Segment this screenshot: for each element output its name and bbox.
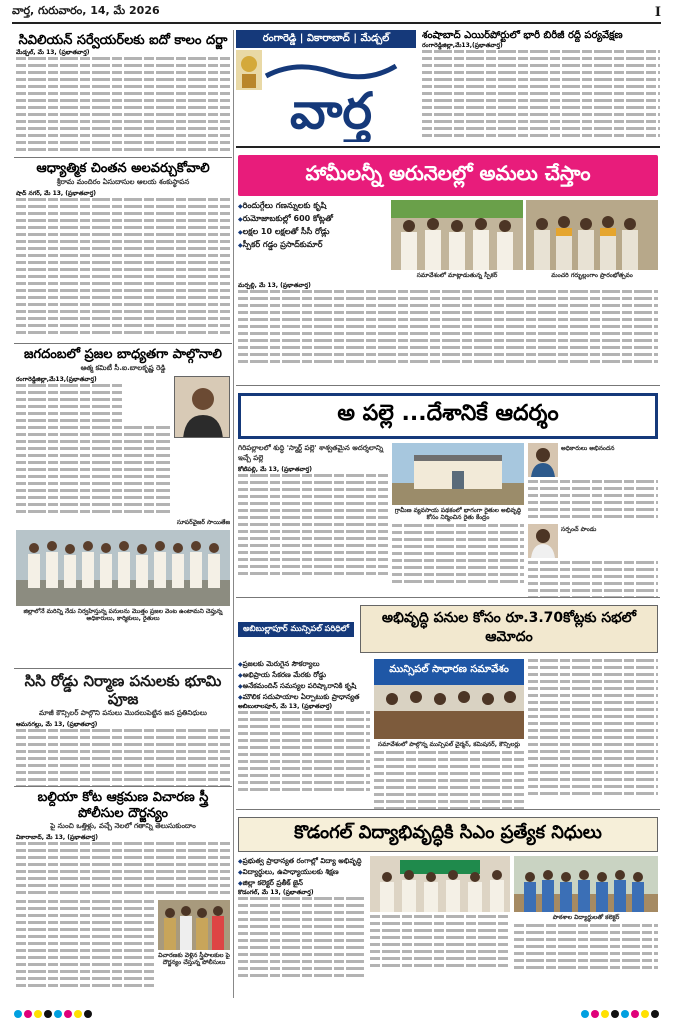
kodangal-photo-1 <box>370 856 510 912</box>
development-label: అబిబుల్లాపూర్ మున్సిపల్ పరిధిలో <box>238 622 354 637</box>
page-dateline: వార్త, గురువారం, 14, మే 2026 <box>12 4 160 17</box>
article-headline: సిసి రోడ్డు నిర్మాణ పనులకు భూమి పూజ <box>24 672 222 708</box>
article-development <box>236 598 660 810</box>
registration-marks-right <box>581 1010 659 1018</box>
article-body <box>16 834 230 842</box>
article-baldia <box>14 787 232 992</box>
article-headline: ఆధ్యాత్మిక చింతన అలవర్చుకోవాలి <box>36 161 210 176</box>
article-dateline: మేడ్చల్, మే 13, (ప్రభాతవార్త) <box>16 48 90 56</box>
police-photo <box>158 900 230 950</box>
article-subhead: గిరిపల్లాలలో శుద్ధి 'స్మార్ట్ పల్లె' శాశ్వతమైన అదర్శలాన్ని ఇచ్చే పల్లె <box>238 444 384 462</box>
lead-headline: హామీలన్నీ అరునెలల్లో అమలు చేస్తాం <box>238 155 658 196</box>
logo-text: వార్త <box>289 82 373 140</box>
article-dateline: వికారాబాద్, మే 13, (ప్రభాతవార్త) <box>16 834 98 842</box>
lead-bullet: ◆ రిందుగ్గేలు గణన్నులకు కృషి <box>238 200 387 213</box>
article-text-lines <box>370 915 510 971</box>
meeting-photo <box>374 659 524 739</box>
article-subhead: మాజీ కౌన్సిలర్ పాల్గొని పనులు మొదలుపెట్టిన జన ప్రతినిధులు <box>39 709 207 717</box>
article-dateline: అబిబులాలపూర్, మే 13, (ప్రభాతవార్త) <box>238 703 333 710</box>
development-bullet: ◆ అనేకమందిన్ సమస్యల పరిష్కారానికి కృషి <box>238 681 370 692</box>
article-text-lines <box>238 474 388 579</box>
lead-bullet: ◆ లక్షల 10 లక్షలతో సీసీ రోడ్లు <box>238 226 387 239</box>
meeting-banner-text: మున్సిపల్ సాధారణ సమావేశం <box>389 664 509 675</box>
article-body <box>16 49 230 57</box>
left-column <box>14 30 232 1000</box>
article-text-lines <box>238 711 370 795</box>
article-body <box>16 376 170 384</box>
article-body <box>16 190 230 198</box>
village-photo-caption: గ్రామీణ వ్యవసాయ పథకంలో భాగంగా రైతుల అభివృద్ధి కోసం నిర్మించిన రైతు కేంద్రం <box>394 507 522 521</box>
masthead-brand <box>236 30 416 148</box>
lead-photo-1-caption: సమావేశంలో మాట్లాడుతున్న స్పీకర్ <box>416 272 498 279</box>
lead-photo-1 <box>391 200 523 270</box>
group-photo-caption: జిల్లాలోనే మరిన్ని నేడు నిర్వహిస్తున్న పనులను మొత్తం ప్రజల వెంట ఉంటామని చెప్తున్న అధికారులు, కార్మికులు, రైతులు <box>23 607 223 622</box>
article-lead <box>236 148 660 386</box>
article-headline: సివిలియన్ సర్వేయర్‌లకు ఐదో కాలం దర్జా <box>18 33 228 48</box>
inset-photo-officials <box>528 443 558 477</box>
development-bullet: ◆ అభిప్రాయ సేకరణ మేరకు రోడ్డు <box>238 670 370 681</box>
kodangal-bullet: ◆ జిల్లా కలెక్టర్ ప్రతీక్ జైన్ <box>238 878 366 889</box>
article-text-lines <box>16 729 230 787</box>
article-text-lines <box>528 659 658 810</box>
article-dateline: ఆమనగల్లు, మే 13, (ప్రభాతవార్త) <box>16 721 98 728</box>
article-text-lines <box>422 50 660 141</box>
kodangal-bullet: ◆ విద్యార్థులు, ఉపాధ్యాయులకు శిక్షణ <box>238 867 366 878</box>
village-photo <box>392 443 524 505</box>
article-text-lines <box>374 751 524 810</box>
article-dateline: మర్పల్లి, మే 13, (ప్రభాతవార్త) <box>238 282 311 289</box>
kodangal-photo-caption: పాఠశాల విద్యార్థులతో కలెక్టర్ <box>552 914 620 921</box>
group-photo <box>16 530 230 606</box>
top-bar <box>12 4 661 24</box>
article-text-lines <box>392 524 524 587</box>
article-spiritual <box>14 158 232 344</box>
article-airport <box>422 30 660 148</box>
article-headline: శంషాబాద్ ఎయిర్‌పోర్టులో భారీ బిరీజీ రద్దీ పర్యవేక్షణ <box>422 30 623 41</box>
lead-bullets <box>238 200 387 252</box>
article-body <box>238 282 658 290</box>
article-kodangal <box>236 810 660 994</box>
article-body <box>422 42 660 50</box>
lead-bullet: ◆ స్పీకర్ గడ్డం ప్రసాద్‌కుమార్ <box>238 239 387 252</box>
inset-photo-sarpanch-caption: సర్పంచ్ పాండు <box>561 526 597 533</box>
kodangal-bullets <box>238 856 366 889</box>
police-photo-caption: విచారణకు వెళ్లిన స్త్రీపాలకుల పై దౌర్జన్యం చేస్తున్న పోలీసులు <box>158 952 230 967</box>
article-dateline: షాద్ నగర్, మే 13, (ప్రభాతవార్త) <box>16 189 96 197</box>
portrait-photo <box>174 376 230 438</box>
column-rule <box>233 30 234 998</box>
article-body <box>238 889 366 897</box>
lead-bullet: ◆ రుమోజాబకుల్లో 600 కోట్లతో <box>238 213 387 226</box>
page-number: I <box>654 5 661 20</box>
edition-ribbon: రంగారెడ్డి | వికారాబాద్ | మేడ్చల్ <box>236 30 416 48</box>
article-jagadamba <box>14 344 232 669</box>
article-body <box>238 703 370 711</box>
article-text-lines <box>238 897 366 981</box>
article-text-lines <box>514 924 658 973</box>
article-subhead: పై నుంచి ఒత్తిళ్లు, వచ్చే నెలలో గతాన్ని తెలుసుకుందాం <box>50 822 196 831</box>
article-headline: బల్దియా కోట ఆక్రమణ విచారణ స్త్రీ పోలీసుల దౌర్జన్యం <box>37 790 209 821</box>
kodangal-headline: కొడంగల్ విద్యాభివృద్ధికి సిఎం ప్రత్యేక నిధులు <box>238 817 658 852</box>
village-headline: అ పల్లె ...దేశానికే ఆదర్శం <box>238 393 658 439</box>
registration-marks-left <box>14 1010 92 1018</box>
development-headline: అభివృద్ధి పనుల కోసం రూ.3.70కోట్లకు సభలో ఆమోదం <box>360 605 658 653</box>
article-text-lines <box>238 290 658 367</box>
kodangal-photo-2 <box>514 856 658 912</box>
kodangal-bullet: ◆ ప్రభుత్వ ప్రాధాన్యత రంగాల్లో విద్యా అభివృద్ధి <box>238 856 366 867</box>
lead-photo-2 <box>526 200 658 270</box>
article-subhead: ఆత్మ కమిటీ సీ.ఐ.బాలకృష్ణ రెడ్డి <box>80 363 166 372</box>
article-dateline: రంగారెడ్డిజిల్లా,మే13,(ప్రభాతవార్త) <box>422 42 503 49</box>
lead-photo-2-caption: మంచరి గర్భుల్లంగాం ప్రారంభోత్సవం <box>551 272 633 279</box>
portrait-caption: సూపర్‌వైజర్ సాయితేజ <box>176 518 230 526</box>
development-bullets <box>238 659 370 703</box>
inset-photo-officials-caption: అధికారులు అభినందన <box>561 445 615 452</box>
newspaper-logo <box>256 56 406 142</box>
article-text-lines <box>528 561 658 598</box>
article-dateline: కొడంగల్, మే 13, (ప్రభాతవార్త) <box>238 889 314 896</box>
article-text-lines <box>16 900 154 992</box>
article-surveyors <box>14 30 232 158</box>
article-subhead: శ్రీరామ మందిరం ఏసుదాసుల ఆలయ శంకుస్థాపన <box>56 177 190 186</box>
development-bullet: ◆ మౌలిక సదుపాయాల ఏర్పాటుకు ప్రాధాన్యత <box>238 692 370 703</box>
right-column <box>236 30 660 1000</box>
article-text-lines <box>16 384 170 517</box>
meeting-photo-caption: సమావేశంలో పాల్గొన్న మున్సిపల్ చైర్మన్, కమిషనర్, కౌన్సిలర్లు <box>377 741 521 748</box>
article-text-lines <box>16 57 230 155</box>
article-text-lines <box>16 198 230 338</box>
article-body <box>16 721 230 729</box>
masthead <box>236 30 660 148</box>
article-text-lines <box>528 480 658 522</box>
article-headline: జగదంబలో ప్రజల బాధ్యతగా పాల్గొనాలి <box>24 347 222 362</box>
article-dateline: రంగారెడ్డిజిల్లా,మే13,(ప్రభాతవార్త) <box>16 375 97 383</box>
inset-photo-sarpanch <box>528 524 558 558</box>
article-body <box>238 466 388 474</box>
development-bullet: ◆ ప్రజలకు మెరుగైన సౌకర్యాలు <box>238 659 370 670</box>
article-village <box>236 386 660 598</box>
article-cc-road <box>14 669 232 787</box>
article-dateline: కోటిపల్లి, మే 13, (ప్రభాతవార్త) <box>238 466 312 473</box>
article-text-lines <box>16 842 230 898</box>
